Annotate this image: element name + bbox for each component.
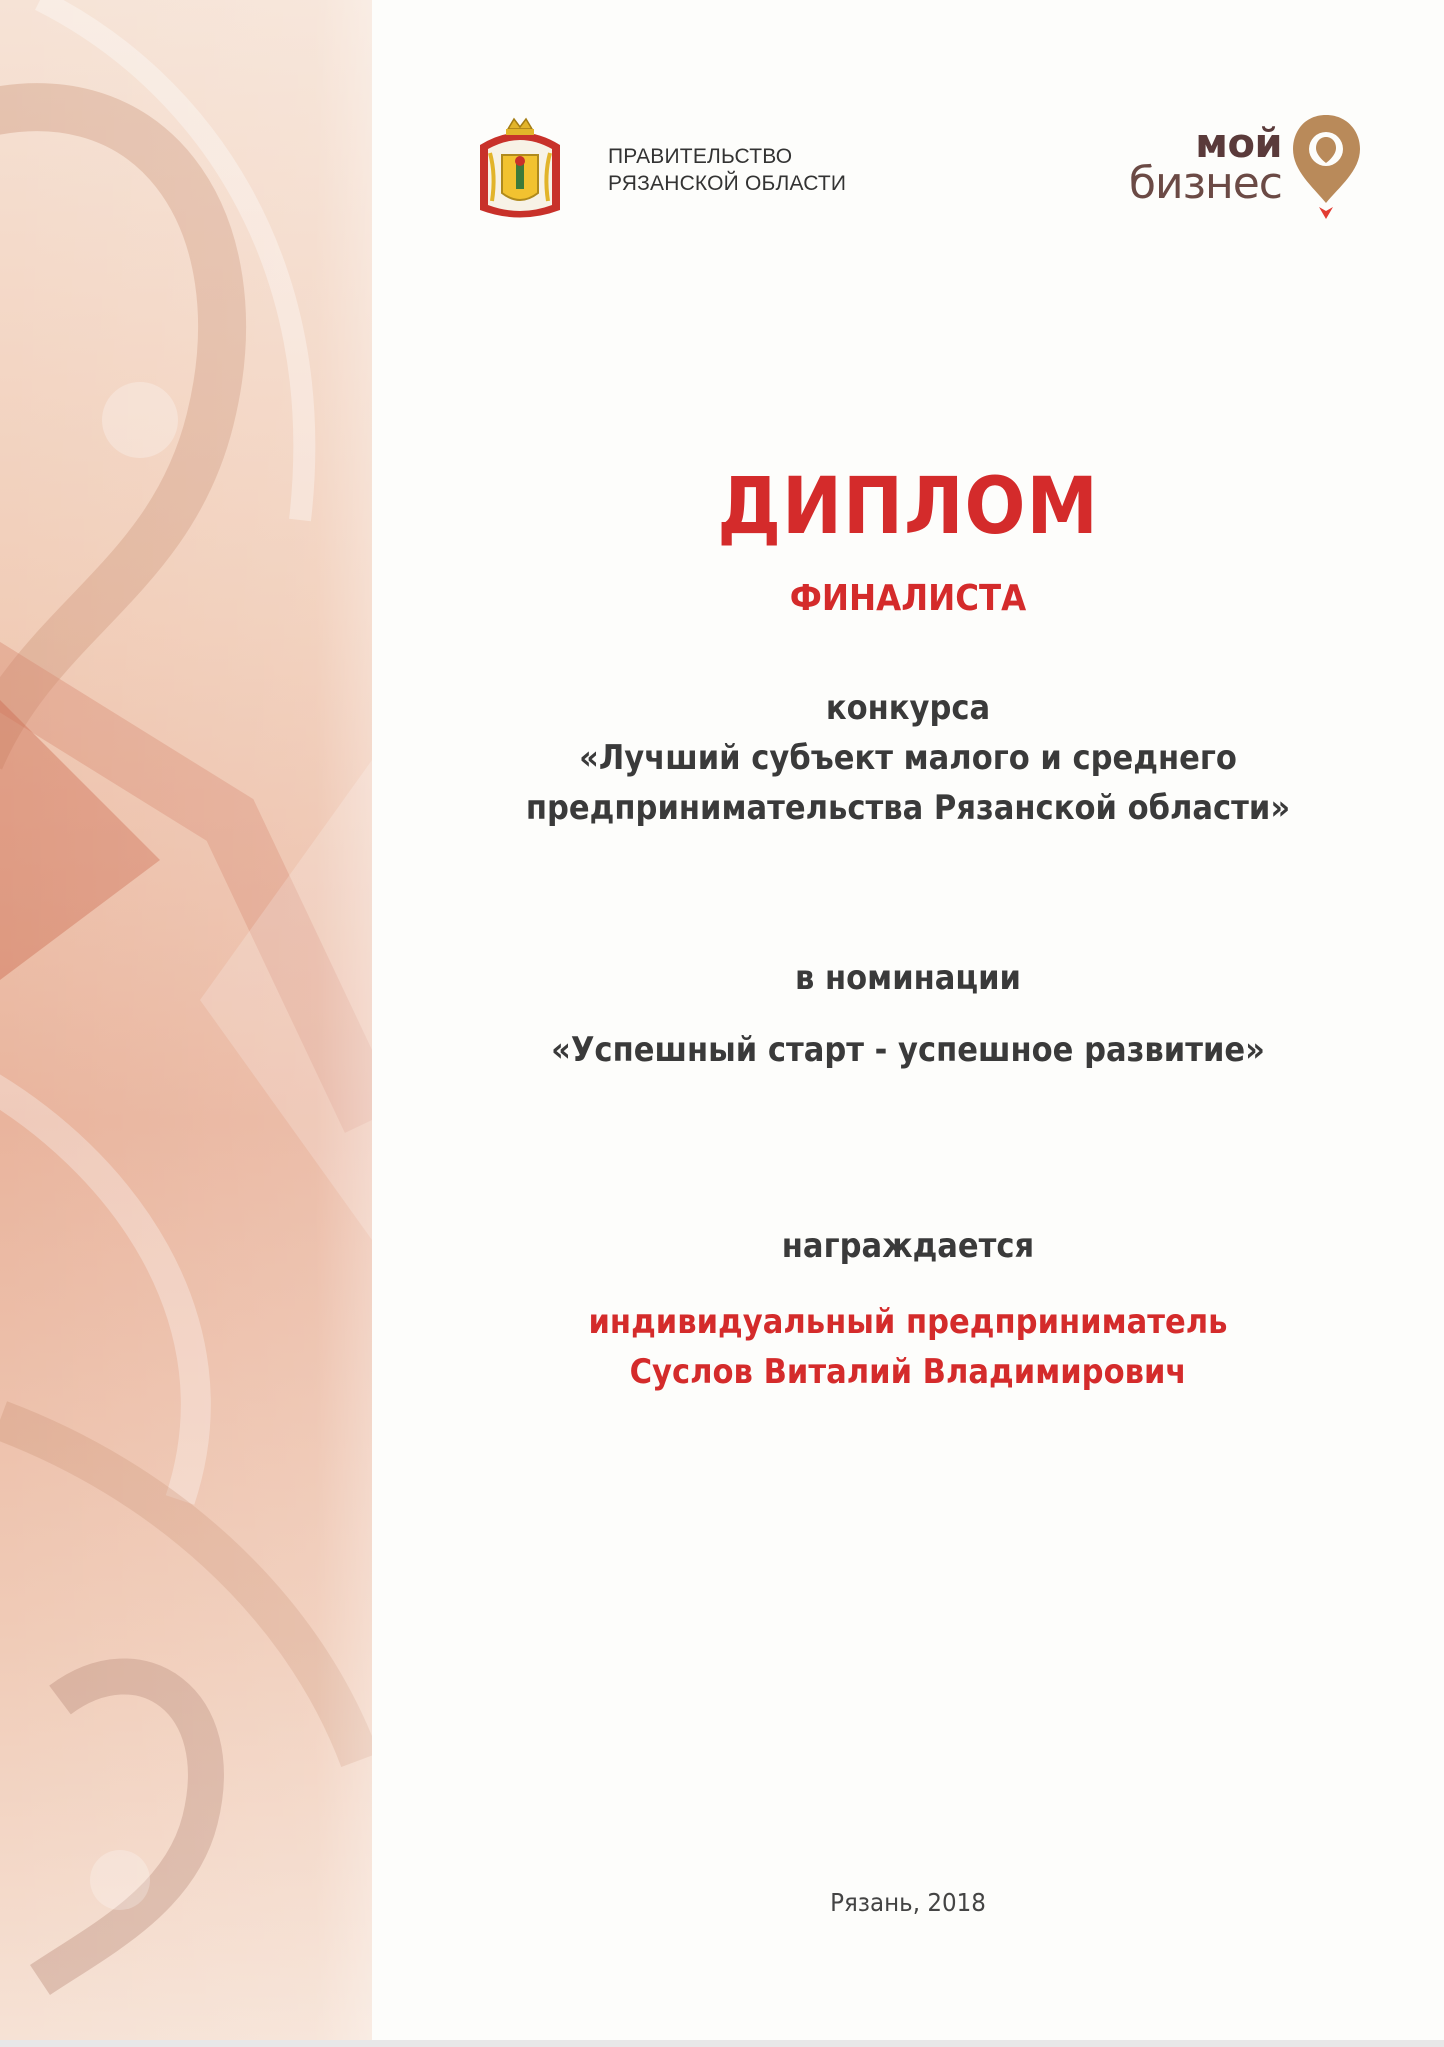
diploma-subtitle: ФИНАЛИСТА bbox=[789, 578, 1027, 619]
ryazan-coat-of-arms-icon bbox=[470, 115, 570, 225]
contest-label: конкурса bbox=[825, 688, 991, 728]
diploma-title: ДИПЛОМ bbox=[717, 462, 1099, 552]
contest-name-line2: предпринимательства Рязанской области» bbox=[525, 788, 1291, 828]
awarded-label: награждается bbox=[781, 1226, 1035, 1266]
moy-biznes-logo bbox=[1094, 105, 1364, 230]
brand-line1: мой bbox=[1195, 121, 1282, 167]
government-name bbox=[608, 143, 846, 197]
place-and-date: Рязань, 2018 bbox=[830, 1888, 986, 1917]
government-name-line2: РЯЗАНСКОЙ ОБЛАСТИ bbox=[608, 172, 847, 195]
contest-name-line1: «Лучший субъект малого и среднего bbox=[579, 738, 1237, 778]
nomination-name: «Успешный старт - успешное развитие» bbox=[551, 1030, 1265, 1070]
recipient-line1: индивидуальный предприниматель bbox=[588, 1302, 1228, 1342]
government-name-line1: ПРАВИТЕЛЬСТВО bbox=[608, 145, 793, 168]
nomination-label: в номинации bbox=[794, 958, 1021, 998]
map-pin-icon bbox=[1289, 111, 1364, 221]
header bbox=[460, 95, 1364, 235]
decorative-side-band bbox=[0, 0, 372, 2040]
brand-line2: бизнес bbox=[1128, 158, 1282, 209]
scan-bottom-edge bbox=[0, 2040, 1444, 2047]
recipient-name: Суслов Виталий Владимирович bbox=[629, 1352, 1187, 1392]
